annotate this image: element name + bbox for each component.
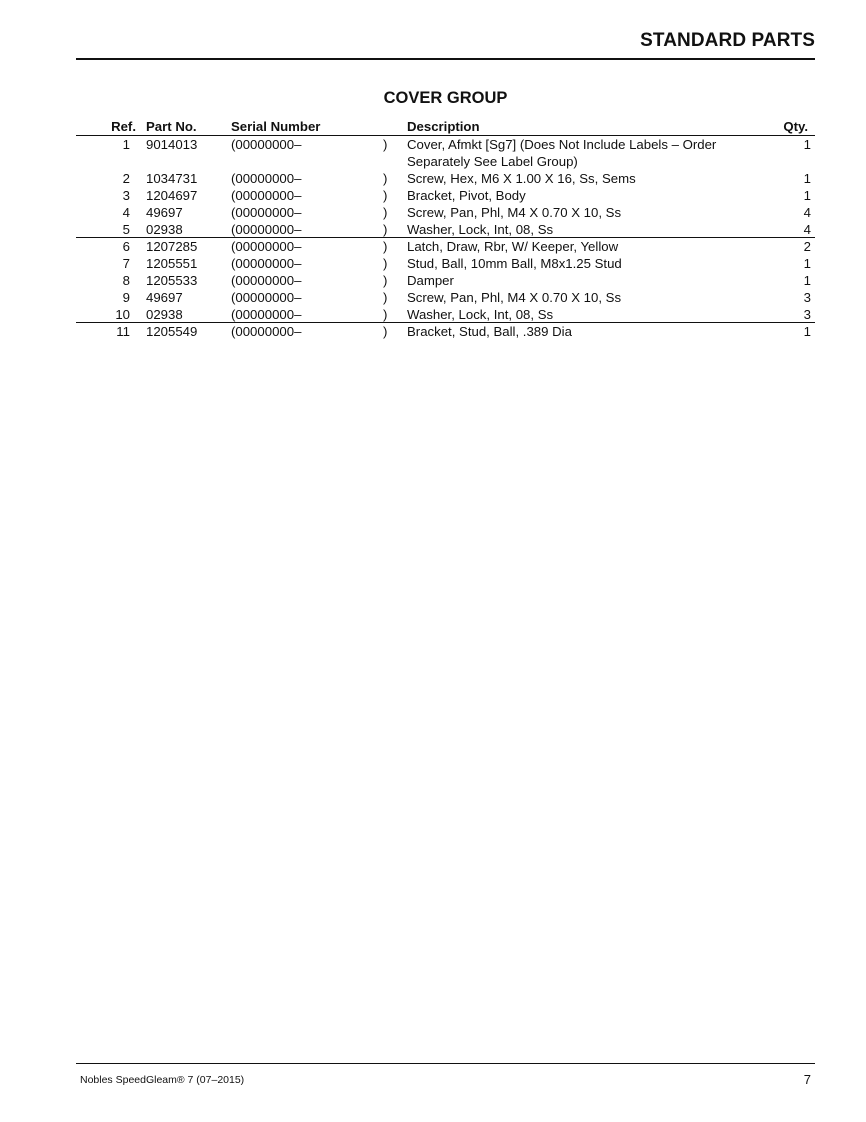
row-description: Bracket, Pivot, Body xyxy=(407,188,526,203)
footer-divider xyxy=(76,1063,815,1064)
row-description: Screw, Hex, M6 X 1.00 X 16, Ss, Sems xyxy=(407,171,636,186)
row-ref: 11 xyxy=(116,324,130,339)
row-part-no: 1207285 xyxy=(146,239,198,254)
row-serial-close: ) xyxy=(383,273,388,288)
column-header-qty: Qty. xyxy=(783,119,808,134)
column-header-description: Description xyxy=(407,119,480,134)
section-title: STANDARD PARTS xyxy=(640,30,815,51)
row-part-no: 49697 xyxy=(146,205,183,220)
row-part-no: 02938 xyxy=(146,307,183,322)
row-description: Stud, Ball, 10mm Ball, M8x1.25 Stud xyxy=(407,256,622,271)
row-part-no: 49697 xyxy=(146,290,183,305)
row-serial: (00000000– xyxy=(231,239,302,254)
row-serial-close: ) xyxy=(383,239,388,254)
column-header-ref: Ref. xyxy=(111,119,136,134)
row-qty: 1 xyxy=(803,256,811,271)
row-serial-close: ) xyxy=(383,205,388,220)
header-divider xyxy=(76,58,815,60)
row-serial-close: ) xyxy=(383,307,388,322)
table-row xyxy=(76,238,815,255)
row-part-no: 1205551 xyxy=(146,256,198,271)
row-serial-close: ) xyxy=(383,290,388,305)
table-row xyxy=(76,136,815,170)
row-description: Washer, Lock, Int, 08, Ss xyxy=(407,222,554,237)
row-serial-close: ) xyxy=(383,188,388,203)
row-ref: 9 xyxy=(122,290,130,305)
row-description: Screw, Pan, Phl, M4 X 0.70 X 10, Ss xyxy=(407,205,622,220)
row-serial: (00000000– xyxy=(231,324,302,339)
row-ref: 3 xyxy=(122,188,130,203)
row-serial: (00000000– xyxy=(231,273,302,288)
row-qty: 1 xyxy=(803,137,811,152)
row-qty: 1 xyxy=(803,324,811,339)
column-header-serial: Serial Number xyxy=(231,119,321,134)
row-qty: 2 xyxy=(803,239,811,254)
row-description: Washer, Lock, Int, 08, Ss xyxy=(407,307,554,322)
table-row xyxy=(76,170,815,187)
row-ref: 6 xyxy=(122,239,130,254)
table-row xyxy=(76,306,815,323)
row-description: Latch, Draw, Rbr, W/ Keeper, Yellow xyxy=(407,239,619,254)
row-ref: 10 xyxy=(115,307,130,322)
row-serial-close: ) xyxy=(383,222,388,237)
group-title: COVER GROUP xyxy=(383,89,508,107)
table-row xyxy=(76,289,815,306)
row-part-no: 1205533 xyxy=(146,273,198,288)
row-serial-close: ) xyxy=(383,324,388,339)
row-serial: (00000000– xyxy=(231,171,302,186)
row-qty: 1 xyxy=(803,188,811,203)
row-description: Bracket, Stud, Ball, .389 Dia xyxy=(407,324,572,339)
row-ref: 7 xyxy=(122,256,130,271)
table-row xyxy=(76,204,815,221)
row-ref: 8 xyxy=(122,273,130,288)
row-ref: 4 xyxy=(122,205,130,220)
row-qty: 3 xyxy=(803,307,811,322)
row-description: Cover, Afmkt [Sg7] (Does Not Include Labels – Order Separately See Label Group) xyxy=(407,137,717,169)
parts-table xyxy=(76,118,815,340)
row-description: Damper xyxy=(407,273,454,288)
row-qty: 4 xyxy=(803,205,811,220)
row-serial: (00000000– xyxy=(231,222,302,237)
row-part-no: 02938 xyxy=(146,222,183,237)
table-row xyxy=(76,221,815,238)
row-part-no: 9014013 xyxy=(146,137,198,152)
row-part-no: 1034731 xyxy=(146,171,198,186)
row-serial-close: ) xyxy=(383,171,388,186)
row-part-no: 1205549 xyxy=(146,324,198,339)
row-serial: (00000000– xyxy=(231,137,302,152)
row-serial: (00000000– xyxy=(231,205,302,220)
table-row xyxy=(76,255,815,272)
row-serial: (00000000– xyxy=(231,256,302,271)
row-ref: 1 xyxy=(122,137,130,152)
row-serial: (00000000– xyxy=(231,290,302,305)
table-header xyxy=(76,118,815,136)
row-qty: 1 xyxy=(803,273,811,288)
row-serial: (00000000– xyxy=(231,188,302,203)
column-header-part-no: Part No. xyxy=(146,119,197,134)
row-serial-close: ) xyxy=(383,256,388,271)
row-description: Screw, Pan, Phl, M4 X 0.70 X 10, Ss xyxy=(407,290,622,305)
row-serial: (00000000– xyxy=(231,307,302,322)
table-row xyxy=(76,272,815,289)
page-number: 7 xyxy=(803,1072,811,1087)
footer-product-label: Nobles SpeedGleam® 7 (07–2015) xyxy=(80,1074,245,1086)
row-part-no: 1204697 xyxy=(146,188,198,203)
table-row xyxy=(76,323,815,340)
row-ref: 2 xyxy=(122,171,130,186)
row-qty: 4 xyxy=(803,222,811,237)
row-ref: 5 xyxy=(122,222,130,237)
row-qty: 1 xyxy=(803,171,811,186)
row-serial-close: ) xyxy=(383,137,388,152)
table-row xyxy=(76,187,815,204)
row-qty: 3 xyxy=(803,290,811,305)
